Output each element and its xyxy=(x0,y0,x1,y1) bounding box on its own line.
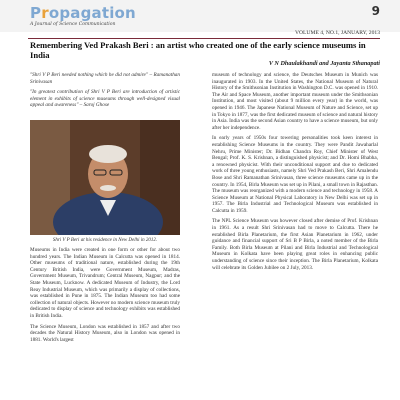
volume-info: VOLUME 4, NO.1, JANUARY, 2013 xyxy=(294,30,380,36)
journal-logo: Propagation xyxy=(30,4,136,22)
page-number: 9 xyxy=(371,4,380,18)
header-divider xyxy=(28,38,380,39)
body-paragraph: Museums in India were created in one form or other for about two hundred years. The Indian Museum in Calcutta was opened in 1814. Other museums of traditional nature, established during the 19th Century British India, were Government Museum, Madras, Government Museum, Trivandrum; Central Museum, Nagpur; and the State Museum, Lucknow. A dedicated Museum of Industry, the Lord Reay Industrial Museum, which was primarily a display of collections, was established in Pune in 1875. The Indian Museum too had some collection of natural objects. However no modern science museum truly dedicated to display of science and technology exhibits was established in British India. xyxy=(30,247,180,319)
body-paragraph: The NPL Science Museum was however closed after demise of Prof. Krishnan in 1961. As a result Shri Srinivasan had to move to Calcutta. There he established Birla Planetarium, the first Asian Planetarium in 1962, under guidance and financial support of Sri B P Birla, a noted member of the Birla Family. Both Birla Museum at Pilani and Birla Industrial and Technological Museum in Kolkata have been playing great roles in enhancing public understanding of science since their inception. The Birla Planetarium, Kolkata will celebrate its Golden Jubilee on 2 July, 2013. xyxy=(212,218,378,271)
right-column-body xyxy=(212,72,378,275)
journal-tagline: A Journal of Science Communication xyxy=(30,22,116,27)
photo-caption: Shri V P Beri at his residence in New Delhi in 2012. xyxy=(52,238,158,243)
portrait-illustration xyxy=(30,120,180,235)
journal-header xyxy=(0,0,400,36)
body-paragraph: The Science Museum, London was established in 1857 and after two decades the Natural History Museum, also in London was opened in 1881. World's largest xyxy=(30,323,180,343)
epigraph-quote-2: "In greatest contribution of Shri V P Beri are introduction of artistic element in exhibits of science museums through well-designed visual appeal and awareness" – Saroj Ghose xyxy=(30,89,180,109)
left-column-body xyxy=(30,247,180,347)
epigraph-quote-1: "Shri V P Beri needed nothing which he did not admire" – Ramanathan Srinivasan xyxy=(30,72,180,85)
left-column-quotes xyxy=(30,72,180,113)
body-paragraph: In early years of 1950s four towering personalities took keen interest in establishing Science Museums in the country. They were Pandit Jawaharlal Nehru, Prime Minister; Dr. Bidhan Chandra Roy, Chief Minister of West Bengal; Prof. K. S. Krishnan, a distinguished physicist; and Dr. Homi Bhabha, a renowned physicist. With their unconditional support and due to dedicated work of three young enthusiasts, namely Shri Ved Prakash Beri, Shri Amalendu Bose and Shri Ramanathan Srinivasan, three science museums came up in the country. In 1954, Birla Museum was set up in Pilani, a small town in Rajasthan. The museum was reorganized with a modern science and technology in 1958. A Science Museum at National Physical Laboratory in New Delhi was set up in 1957. The Birla Industrial and Technological Museum was established in Calcutta in 1959. xyxy=(212,135,379,214)
portrait-photo xyxy=(30,120,180,235)
article-authors: V N Dhaulakhandi and Jayanta Sthanapati xyxy=(268,60,380,67)
body-paragraph: museum of technology and science, the Deutsches Museum in Munich was inaugurated in 1903. In the United States, the National Museum of Natural History of the Smithsonian Institution in Washington D.C. was opened in 1910. The Air and Space Museum, another important museum under the Smithsonian Institution, and most visited (about 9 million every year) in the world, was opened in 1946. The Japanese National Museum of Nature and Science, set up in Tokyo in 1877, was the first dedicated museum of science and natural history in Asia. India was the second Asian country to have a science museum, but only after her independence. xyxy=(212,72,378,131)
article-title: Remembering Ved Prakash Beri : an artist who created one of the early science museums in India xyxy=(30,40,366,60)
